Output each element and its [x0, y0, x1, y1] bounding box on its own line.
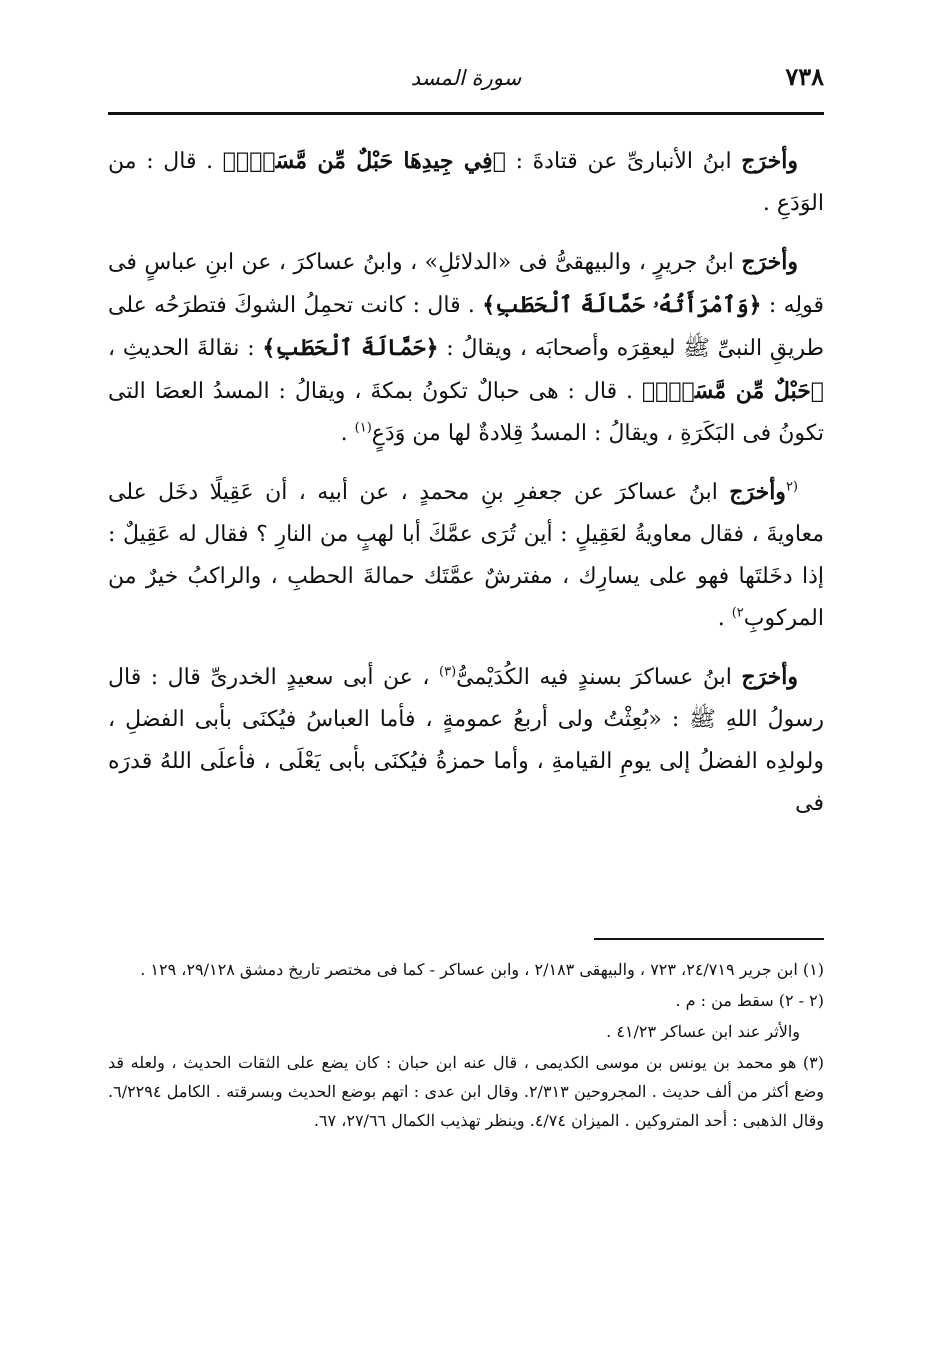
paragraph-text: . — [717, 606, 732, 631]
running-header — [108, 62, 824, 102]
footnote-marker[interactable]: ٢) — [731, 605, 744, 621]
quran-verse: ﴿حَبْلٌ مِّن مَّسَدِۭ﴾ — [641, 378, 825, 404]
paragraph-text: ، عن أبى سعيدٍ الخدرىِّ قال : قال رسولُ اللهِ ﷺ : «بُعِثْتُ ولى أربعُ عمومةٍ ، فأما العباسُ فيُكنَى بأبى الفضلِ ، ولولدِه الفضلُ إلى يومِ القيامةِ ، وأما حمزةُ فيُكنَى بأبى يَعْلَى ، فأعلَى اللهُ قدرَه فى — [108, 665, 824, 816]
paragraph-2 — [108, 241, 824, 455]
paragraph-text: ابنُ عساكرَ عن جعفرِ بنِ محمدٍ ، عن أبيه ، أن عَقِيلًا دخَل على معاويةَ ، فقال معاويةُ لعَقِيلٍ : أين تُرَى عمَّكَ أبا لهبٍ من النارِ ؟ فقال له عَقِيلٌ : إذا دخَلتَها فهو على يسارِك ، مفترشٌ عمَّتَك حمالةَ الحطبِ ، والراكبُ خيرٌ من المركوبِ — [108, 480, 824, 631]
paragraph-lead: وأخرَج — [741, 249, 798, 275]
footnote-marker[interactable]: (٣) — [439, 664, 457, 680]
footnote-marker[interactable]: (٢ — [785, 479, 798, 495]
surah-title: سورة المسد — [410, 66, 522, 90]
quran-verse: ﴿وَٱمْرَأَتُهُۥ حَمَّالَةَ ٱلْحَطَبِ﴾ — [482, 292, 762, 318]
footnote-2: (٢ - ٢) سقط من : م . — [675, 991, 824, 1010]
paragraph-text: ابنُ عساكرَ بسندٍ فيه الكُدَيْمىُّ — [456, 665, 742, 690]
main-text — [108, 140, 824, 841]
page-number: ٧٣٨ — [785, 62, 824, 91]
paragraph-text: . قال : من الوَدَعِ . — [108, 149, 824, 216]
paragraph-text: : نقالةَ الحديثِ ، — [108, 336, 263, 361]
paragraph-lead: وأخرَج — [741, 664, 798, 690]
paragraph-3 — [108, 471, 824, 640]
footnotes — [108, 955, 824, 1137]
header-rule — [108, 112, 824, 115]
paragraph-text: . قال : كانت تحمِلُ الشوكَ فتطرَحُه على طريقِ النبىِّ ﷺ ليعقِرَه وأصحابَه ، ويقالُ : — [108, 293, 824, 361]
paragraph-text: ابنُ جريرٍ ، والبيهقىُّ فى «الدلائلِ» ، وابنُ عساكرَ ، عن ابنِ عباسٍ فى قولِه : — [108, 250, 824, 318]
paragraph-lead: وأخرَج — [729, 479, 786, 505]
footnote-1: (١) ابن جرير ٢٤/٧١٩، ٧٢٣ ، والبيهقى ٢/١٨٣ ، وابن عساكر - كما فى مختصر تاريخ دمشق ٢٩/١٢٨، ١٢٩ . — [140, 960, 824, 979]
paragraph-text: . — [340, 421, 355, 446]
paragraph-4 — [108, 656, 824, 825]
footnote-3: (٣) هو محمد بن يونس بن موسى الكديمى ، قال عنه ابن حبان : كان يضع على الثقات الحديث ، ولعله قد وضع أكثر من ألف حديث . المجروحين ٢/٣١٣. وقال ابن عدى : اتهم بوضع الحديث وبسرقته . الكامل ٦/٢٢٩٤. وقال الذهبى : أحد المتروكين . الميزان ٤/٧٤. وينظر تهذيب الكمال ٢٧/٦٦، ٦٧. — [108, 1053, 825, 1130]
quran-verse: ﴿حَمَّالَةَ ٱلْحَطَبِ﴾ — [262, 335, 439, 361]
paragraph-text: . قال : هى حبالٌ تكونُ بمكةَ ، ويقالُ : المسدُ العصَا التى تكونُ فى البَكَرَةِ ، ويقالُ : المسدُ قِلادةٌ لها من وَدَعٍ — [108, 379, 824, 446]
footnote-2-note: والأثر عند ابن عساكر ٤١/٢٣ . — [606, 1022, 800, 1041]
quran-verse: ﴿فِي جِيدِهَا حَبْلٌ مِّن مَّسَدِۭ﴾ — [222, 148, 506, 174]
footnote-rule — [594, 938, 824, 940]
paragraph-1 — [108, 140, 824, 225]
paragraph-lead: وأخرَج — [741, 148, 798, 174]
paragraph-text: ابنُ الأنبارىِّ عن قتادةَ : — [505, 149, 742, 174]
footnote-marker[interactable]: (١) — [354, 420, 372, 436]
